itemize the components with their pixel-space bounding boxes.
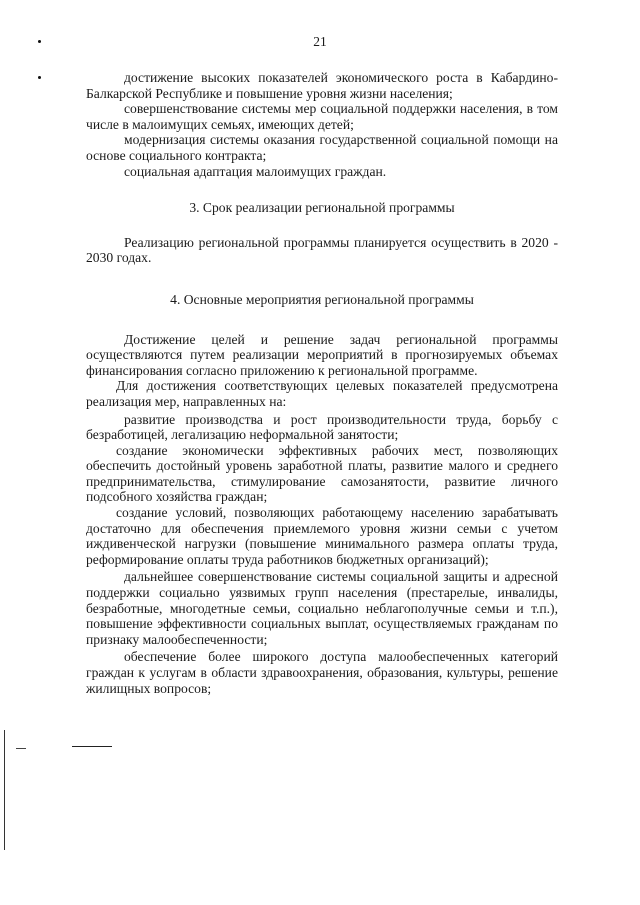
section-3-text: Реализацию региональной программы планируется осуществить в 2020 - 2030 годах. — [86, 234, 558, 266]
page-number: 21 — [313, 34, 327, 49]
scan-edge-line — [4, 730, 5, 850]
document-body — [86, 70, 558, 696]
measure-item: дальнейшее совершенствование системы социальной защиты и адресной поддержки социально уязвимых групп населения (престарелые, инвалиды, безработные, многодетные семьи, социально неблагополучные семьи и т.п.), повышение эффективности социальных выплат, осуществляемых гражданам по признаку малообеспеченности; — [86, 569, 558, 647]
goal-paragraph: модернизация системы оказания государственной социальной помощи на основе социального контракта; — [86, 132, 558, 163]
goal-paragraph: достижение высоких показателей экономического роста в Кабардино-Балкарской Республике и повышение уровня жизни населения; — [86, 70, 558, 101]
measure-item: обеспечение более широкого доступа малообеспеченных категорий граждан к услугам в области здравоохранения, образования, культуры, решение жилищных вопросов; — [86, 649, 558, 696]
section-4-intro: Достижение целей и решение задач региональной программы осуществляются путем реализации мероприятий в прогнозируемых объемах финансирования согласно приложению к региональной программе. — [86, 331, 558, 378]
measure-item: создание условий, позволяющих работающему населению зарабатывать достаточно для обеспечения приемлемого уровня жизни семьи с учетом иждивенческой нагрузки (повышение минимального размера оплаты труда, реформирование оплаты труда работников бюджетных организаций); — [86, 505, 558, 567]
scan-speck — [16, 748, 26, 749]
goal-paragraph: совершенствование системы мер социальной поддержки населения, в том числе в малоимущих семьях, имеющих детей; — [86, 101, 558, 132]
section-heading-4: 4. Основные мероприятия региональной программы — [170, 291, 474, 307]
measure-item: создание экономически эффективных рабочих мест, позволяющих обеспечить достойный уровень заработной платы, развитие малого и среднего предпринимательства, стимулирование самозанятости, развитие личного подсобного хозяйства граждан; — [86, 442, 558, 505]
section-4-lead: Для достижения соответствующих целевых показателей предусмотрена реализация мер, направленных на: — [86, 378, 558, 409]
handwritten-underline — [72, 746, 112, 747]
measure-item: развитие производства и рост производительности труда, борьбу с безработицей, легализацию неформальной занятости; — [86, 411, 558, 443]
scan-dot — [38, 76, 41, 79]
section-heading-3: 3. Срок реализации региональной программы — [189, 200, 455, 216]
goal-paragraph: социальная адаптация малоимущих граждан. — [124, 163, 387, 179]
